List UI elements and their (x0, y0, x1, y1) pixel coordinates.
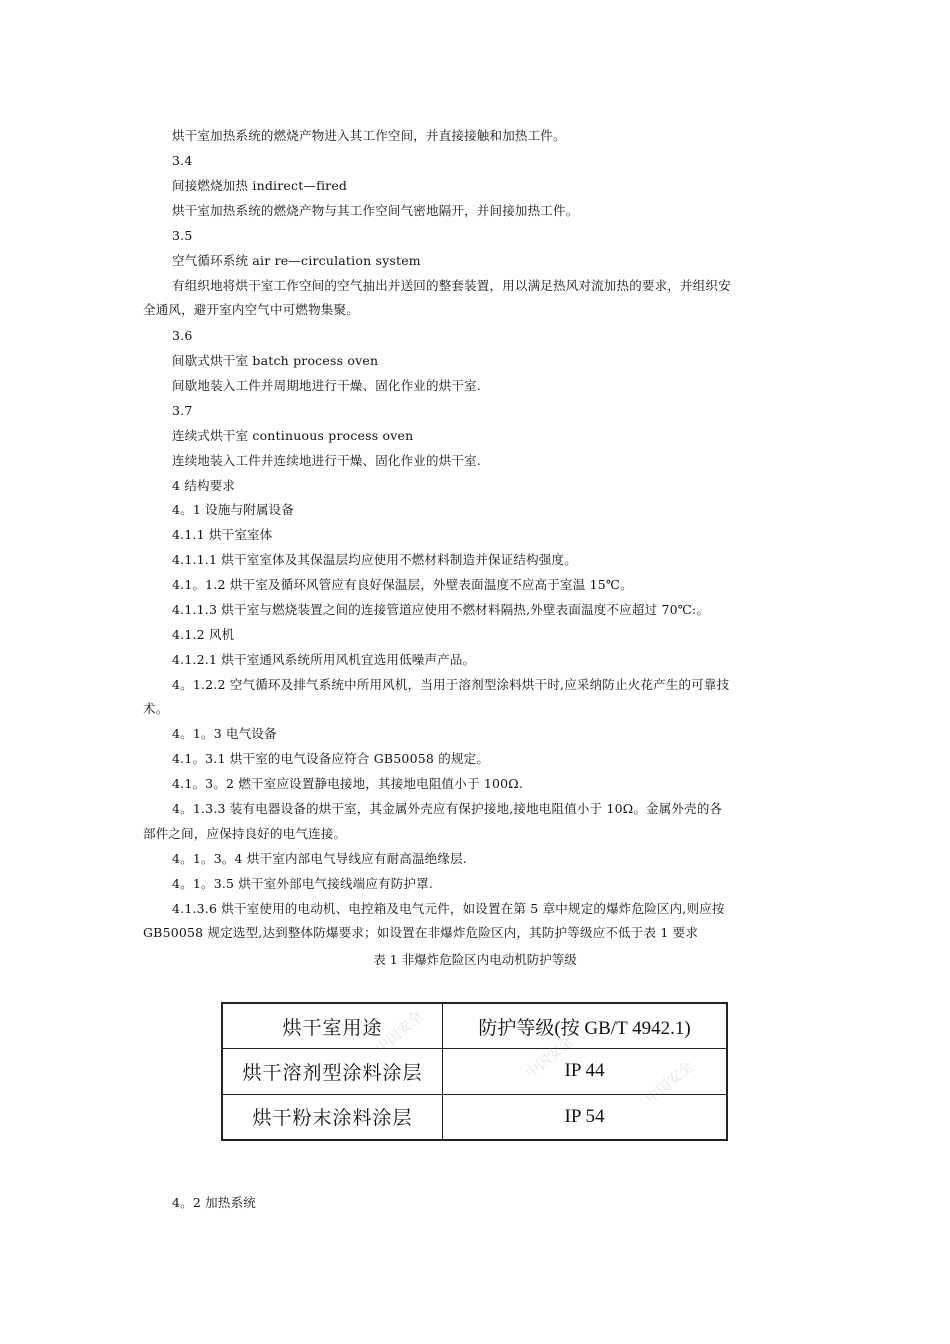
table-header-cell: 防护等级(按 GB/T 4942.1) (443, 1003, 728, 1049)
protection-table (221, 1002, 728, 1141)
section-number: 3.6 (172, 328, 193, 343)
table-caption: 表 1 非爆炸危险区内电动机防护等级 (373, 952, 577, 967)
clause-line: 4.1.2.1 烘干室通风系统所用风机宜选用低噪声产品。 (172, 652, 476, 667)
paragraph-line: 有组织地将烘干室工作空间的空气抽出并送回的整套装置，用以满足热风对流加热的要求，并组织安 (172, 278, 731, 293)
paragraph-line: 烘干室加热系统的燃烧产物与其工作空间气密地隔开，并间接加热工件。 (172, 203, 579, 218)
table-cell: IP 44 (443, 1049, 728, 1094)
clause-line: 4.1。1.2 烘干室及循环风管应有良好保温层，外壁表面温度不应高于室温 15℃。 (172, 577, 633, 592)
clause-line: 4.1.1.1 烘干室室体及其保温层均应使用不燃材料制造并保证结构强度。 (172, 552, 577, 567)
clause-line: 4.1。3。2 燃干室应设置静电接地，其接地电阻值小于 100Ω. (172, 776, 524, 791)
watermark-icon: 中国安全 (373, 1008, 427, 1057)
table-header-row (222, 1003, 727, 1049)
paragraph-line: 烘干室加热系统的燃烧产物进入其工作空间，并直接接触和加热工件。 (172, 128, 566, 143)
clause-line: GB50058 规定选型,达到整体防爆要求；如设置在非爆炸危险区内，其防护等级应不低于表 1 要求 (143, 925, 699, 940)
term-heading: 连续式烘干室 continuous process oven (172, 428, 414, 443)
term-heading: 空气循环系统 air re—circulation system (172, 253, 421, 268)
table-row (222, 1094, 727, 1140)
section-heading: 4.1.2 风机 (172, 627, 235, 642)
clause-line: 4。1.3.3 装有电器设备的烘干室，其金属外壳应有保护接地,接地电阻值小于 10Ω。金属外壳的各 (172, 801, 723, 816)
clause-line: 4。1.2.2 空气循环及排气系统中所用风机，当用于溶剂型涂料烘干时,应采纳防止火花产生的可靠技 (172, 677, 730, 692)
clause-line: 4。1。3。4 烘干室内部电气导线应有耐高温绝缘层. (172, 851, 467, 866)
watermark-icon: 中国安全 (643, 1058, 697, 1107)
section-number: 3.7 (172, 403, 193, 418)
table-cell: 烘干粉末涂料涂层 (222, 1094, 443, 1140)
chapter-heading: 4 结构要求 (172, 478, 236, 493)
section-heading: 4。1。3 电气设备 (172, 726, 277, 741)
term-heading: 间歇式烘干室 batch process oven (172, 353, 379, 368)
term-heading: 间接燃烧加热 indirect—fired (172, 178, 348, 193)
clause-line: 部件之间，应保持良好的电气连接。 (143, 826, 347, 841)
clause-line: 4。1。3.5 烘干室外部电气接线端应有防护罩. (172, 876, 434, 891)
section-heading: 4。1 设施与附属设备 (172, 502, 295, 517)
table-cell: IP 54 (443, 1094, 728, 1140)
paragraph-line: 全通风，避开室内空气中可燃物集聚。 (143, 302, 359, 317)
table-cell: 烘干溶剂型涂料涂层 (222, 1049, 443, 1094)
clause-line: 4.1.1.3 烘干室与燃烧装置之间的连接管道应使用不燃材料隔热,外壁表面温度不应超过 70℃:。 (172, 602, 710, 617)
section-number: 3.5 (172, 228, 193, 243)
section-heading: 4。2 加热系统 (172, 1195, 256, 1210)
paragraph-line: 连续地装入工件并连续地进行干燥、固化作业的烘干室. (172, 453, 481, 468)
clause-line: 4.1。3.1 烘干室的电气设备应符合 GB50058 的规定。 (172, 751, 490, 766)
table-header-cell: 烘干室用途 (222, 1003, 443, 1049)
clause-line: 术。 (143, 701, 169, 716)
clause-line: 4.1.3.6 烘干室使用的电动机、电控箱及电气元件，如设置在第 5 章中规定的爆炸危险区内,则应按 (172, 901, 725, 916)
paragraph-line: 间歇地装入工件并周期地进行干燥、固化作业的烘干室. (172, 378, 481, 393)
section-heading: 4.1.1 烘干室室体 (172, 527, 273, 542)
section-number: 3.4 (172, 153, 193, 168)
table-row (222, 1049, 727, 1094)
watermark-icon: 中国安全 (523, 1033, 577, 1082)
